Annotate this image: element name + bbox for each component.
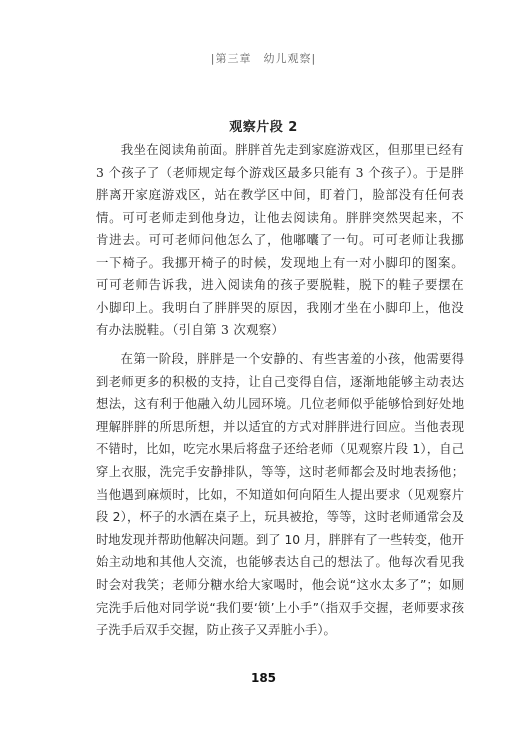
observation-excerpt: 我坐在阅读角前面。胖胖首先走到家庭游戏区，但那里已经有 3 个孩子了（老师规定每个游戏区最多只能有 3 个孩子）。于是胖胖离开家庭游戏区，站在教学区中间，盯着门，脸部没有任何表情。可可老师走到他身边，让他去阅读角。胖胖突然哭起来，不肯进去。可可老师问他怎么了，他嘟囔了一句。可可老师让我挪一下椅子。我挪开椅子的时候，发现地上有一对小脚印的图案。可可老师告诉我，进入阅读角的孩子要脱鞋，脱下的鞋子要摆在小脚印上。我明白了胖胖哭的原因，我刚才坐在小脚印上，他没有办法脱鞋。（引自第 3 次观察） <box>96 142 464 337</box>
page-number: 185 <box>250 671 277 685</box>
running-header: |第三章 幼儿观察| <box>210 52 317 65</box>
analysis-paragraph: 在第一阶段，胖胖是一个安静的、有些害羞的小孩，他需要得到老师更多的积极的支持，让自己变得自信，逐渐地能够主动表达想法，这有利于他融入幼儿园环境。几位老师似乎能够恰到好处地理解胖胖的所思所想，并以适宜的方式对胖胖进行回应。当他表现不错时，比如，吃完水果后将盘子还给老师（见观察片段 1），自己穿上衣服，洗完手安静排队，等等，这时老师都会及时地表扬他；当他遇到麻烦时，比如，不知道如何向陌生人提出要求（见观察片段 2），杯子的水洒在桌子上，玩具被抢，等等，这时老师通常会及时地发现并帮助他解决问题。到了 10 月，胖胖有了一些转变，他开始主动地和其他人交流，也能够表达自己的想法了。他每次看见我时会对我笑；老师分糖水给大家喝时，他会说“这水太多了”；如厕完洗手后他对同学说“我们要‘锁’上小手”（指双手交握，老师要求孩子洗手后双手交握，防止孩子又弄脏小手）。 <box>96 352 464 638</box>
section-heading: 观察片段 2 <box>229 120 298 135</box>
